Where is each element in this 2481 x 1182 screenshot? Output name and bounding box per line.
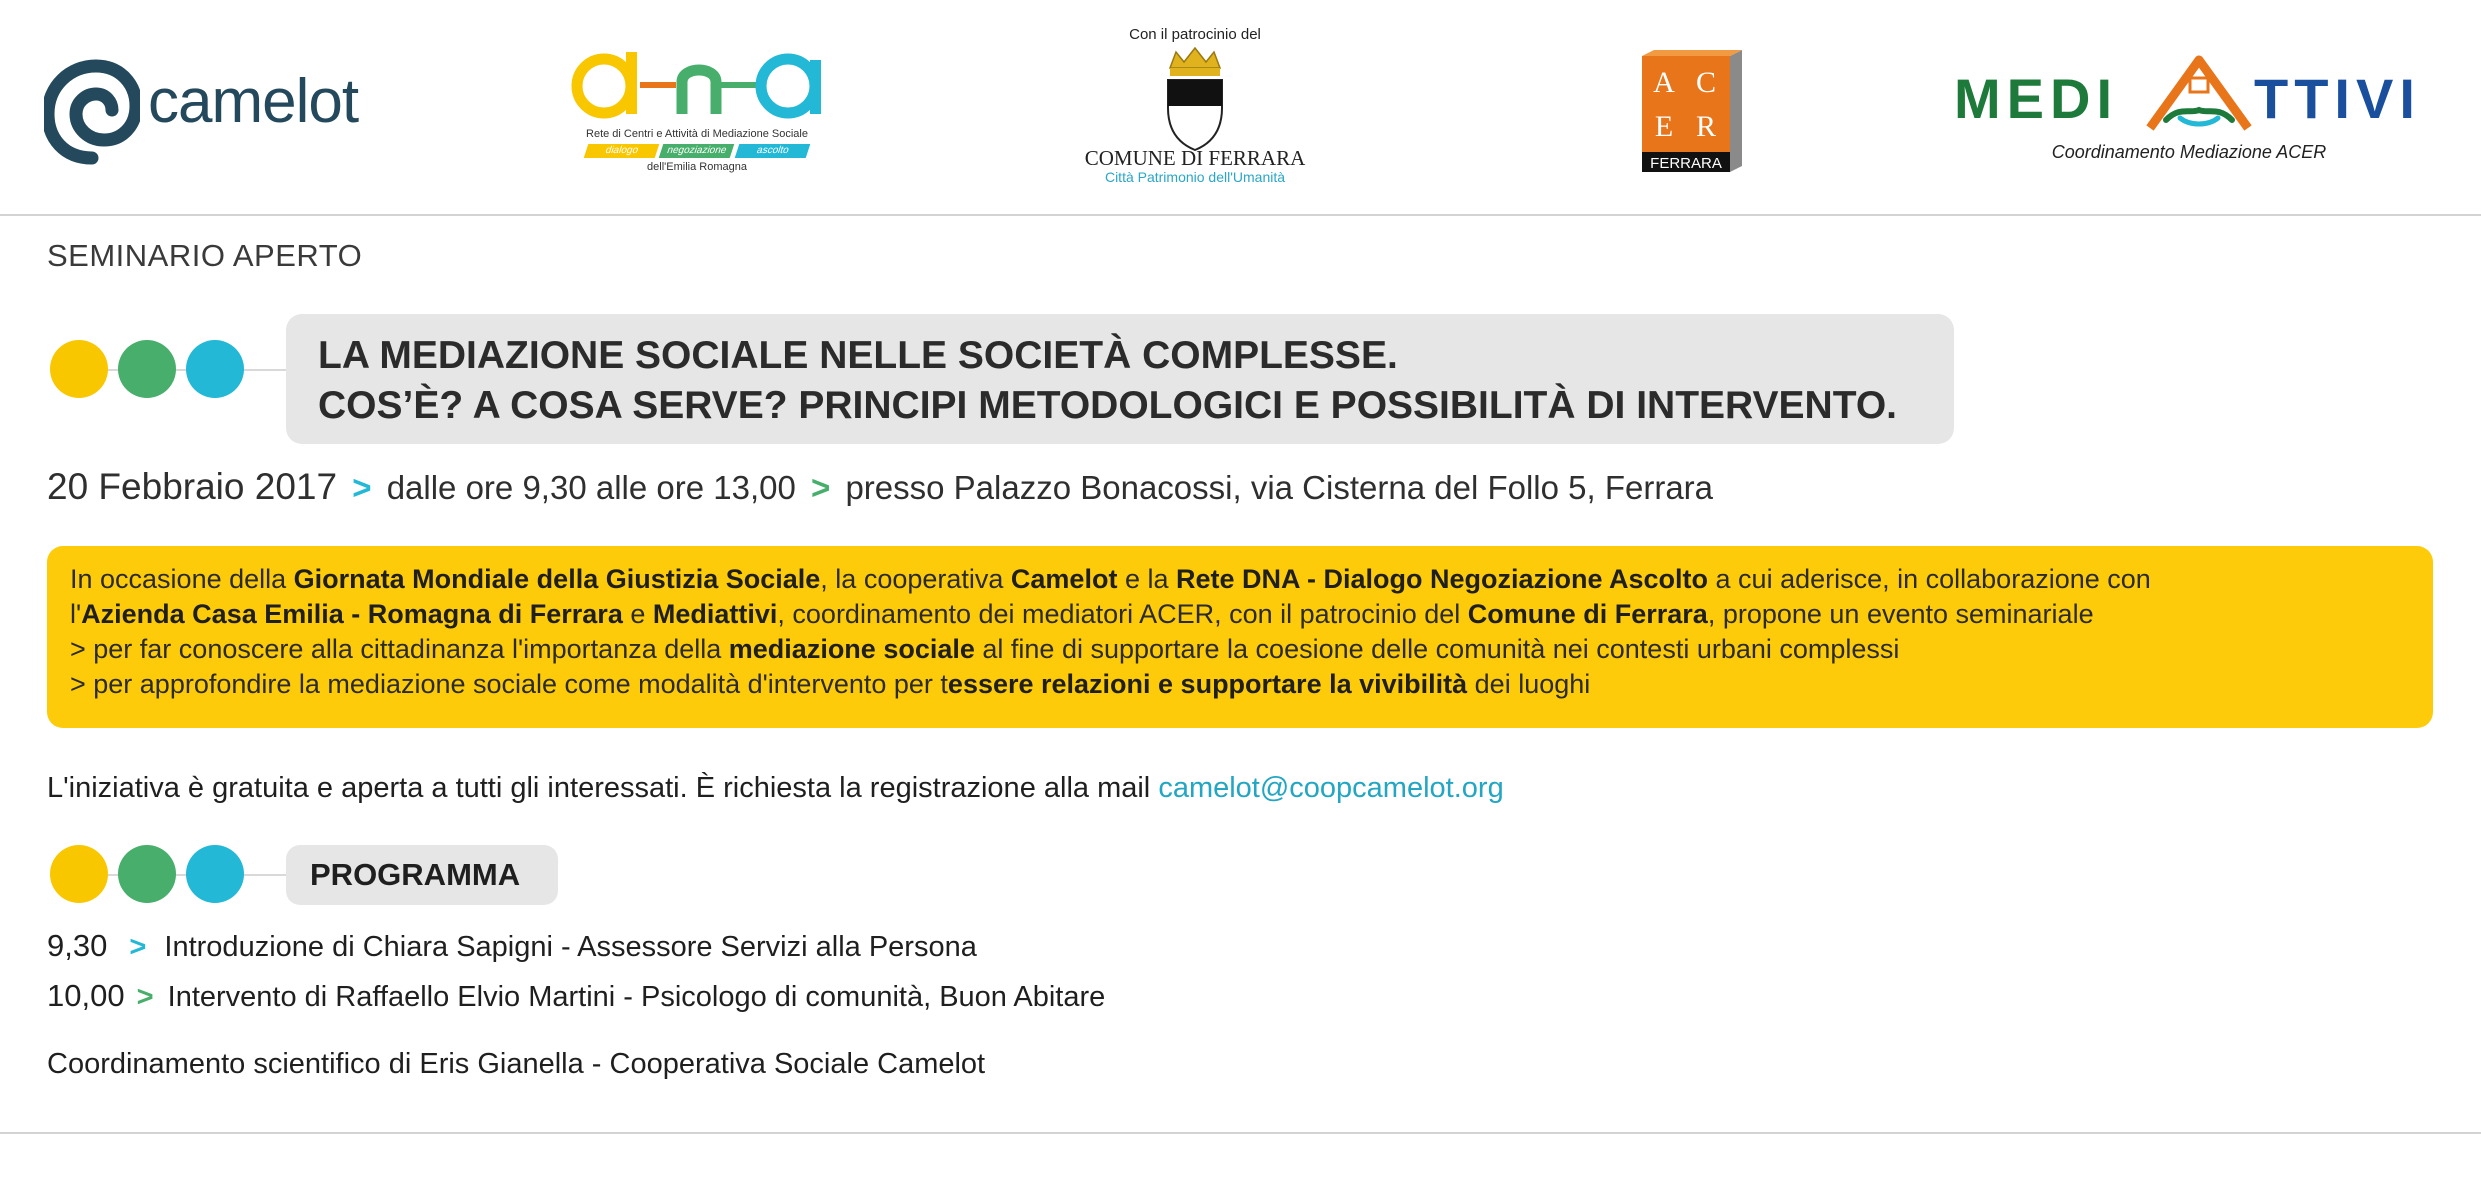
acer-letter-r: R: [1695, 110, 1717, 143]
yellow-dot-icon: [50, 340, 108, 398]
program-item: [47, 928, 977, 964]
yellow-dot-icon: [50, 845, 108, 903]
camelot-wordmark: camelot: [148, 67, 359, 136]
event-place: presso Palazzo Bonacossi, via Cisterna del Follo 5, Ferrara: [845, 469, 1714, 506]
mediattivi-logo[interactable]: [1954, 54, 2424, 174]
program-dots-decoration: [50, 845, 310, 905]
footer-divider: [0, 1132, 2481, 1134]
acer-letter-e: E: [1654, 110, 1674, 143]
acer-letter-c: C: [1695, 66, 1717, 99]
chevron-right-icon: >: [811, 469, 831, 506]
seminar-title-line-2: COS’È? A COSA SERVE? PRINCIPI METODOLOGICI E POSSIBILITÀ DI INTERVENTO.: [318, 384, 1897, 427]
comune-ferrara-logo[interactable]: [1080, 26, 1310, 196]
program-item: [47, 978, 1105, 1014]
program-heading-box: [286, 845, 558, 905]
seminar-title-box: [286, 314, 1954, 444]
dna-network-logo[interactable]: [566, 50, 828, 175]
event-details-row: [47, 466, 1713, 508]
chevron-right-icon: >: [136, 981, 154, 1013]
acer-letter-a: A: [1653, 66, 1675, 99]
seminar-kicker: SEMINARIO APERTO: [47, 238, 363, 273]
seminar-title-line-1: LA MEDIAZIONE SOCIALE NELLE SOCIETÀ COMPLESSE.: [318, 334, 1398, 377]
intro-line-1: In occasione della Giornata Mondiale della Giustizia Sociale, la cooperativa Camelot e la Rete DNA - Dialogo Negoziazione Ascolto a cui aderisce, in collaborazione con: [70, 564, 2151, 594]
camelot-logo[interactable]: [44, 58, 364, 168]
dna-keyword-dialogo: dialogo: [584, 144, 660, 158]
mediattivi-subtitle: Coordinamento Mediazione ACER: [2051, 142, 2327, 162]
event-date: 20 Febbraio 2017: [47, 466, 338, 507]
cyan-dot-icon: [186, 845, 244, 903]
dna-keyword-negoziazione: negoziazione: [659, 144, 735, 158]
comune-subtitle: Città Patrimonio dell'Umanità: [1104, 169, 1286, 185]
mediattivi-word-left: MEDI: [1954, 67, 2118, 130]
green-dot-icon: [118, 340, 176, 398]
dna-region: dell'Emilia Romagna: [647, 161, 747, 173]
title-dots-decoration: [50, 340, 310, 400]
dna-keyword-ascolto: ascolto: [734, 144, 810, 158]
registration-note: [47, 772, 1504, 805]
camelot-spiral-icon: [44, 58, 140, 166]
intro-line-3: > per far conoscere alla cittadinanza l'importanza della mediazione sociale al fine di supportare la coesione delle comunità nei contesti urbani complessi: [70, 634, 1900, 664]
event-time: dalle ore 9,30 alle ore 13,00: [386, 469, 796, 506]
patronage-label: Con il patrocinio del: [1129, 26, 1261, 43]
program-item-time: 9,30: [47, 928, 108, 963]
scientific-coordination: Coordinamento scientifico di Eris Gianella - Cooperativa Sociale Camelot: [47, 1048, 986, 1080]
house-hands-icon: [2144, 54, 2254, 134]
cyan-dot-icon: [186, 340, 244, 398]
program-item-text: Introduzione di Chiara Sapigni - Assessore Servizi alla Persona: [164, 931, 977, 963]
registration-email-link[interactable]: camelot@coopcamelot.org: [1158, 772, 1504, 804]
registration-text: L'iniziativa è gratuita e aperta a tutti gli interessati. È richiesta la registrazione alla mail: [47, 772, 1159, 804]
dna-keywords: [586, 144, 808, 158]
dna-letters-icon: [566, 50, 828, 120]
program-item-text: Intervento di Raffaello Elvio Martini - Psicologo di comunità, Buon Abitare: [167, 981, 1106, 1013]
intro-highlight-box: [47, 546, 2433, 728]
dna-caption: Rete di Centri e Attività di Mediazione Sociale: [586, 128, 808, 140]
intro-line-2: l'Azienda Casa Emilia - Romagna di Ferrara e Mediattivi, coordinamento dei mediatori ACER, con il patrocinio del Comune di Ferrara, propone un evento seminariale: [70, 599, 2094, 629]
chevron-right-icon: >: [352, 469, 372, 506]
acer-cube-icon: [1640, 48, 1744, 178]
program-item-time: 10,00: [47, 978, 125, 1013]
acer-city: FERRARA: [1650, 155, 1722, 172]
acer-ferrara-logo[interactable]: [1640, 48, 1744, 178]
mediattivi-word-right: TTIVI: [2254, 67, 2421, 130]
intro-line-4: > per approfondire la mediazione sociale come modalità d'intervento per tessere relazioni e supportare la vivibilità dei luoghi: [70, 669, 1591, 699]
green-dot-icon: [118, 845, 176, 903]
logo-header: [0, 0, 2481, 216]
comune-name: COMUNE DI FERRARA: [1084, 146, 1306, 170]
program-heading: PROGRAMMA: [310, 857, 521, 892]
chevron-right-icon: >: [129, 931, 147, 963]
